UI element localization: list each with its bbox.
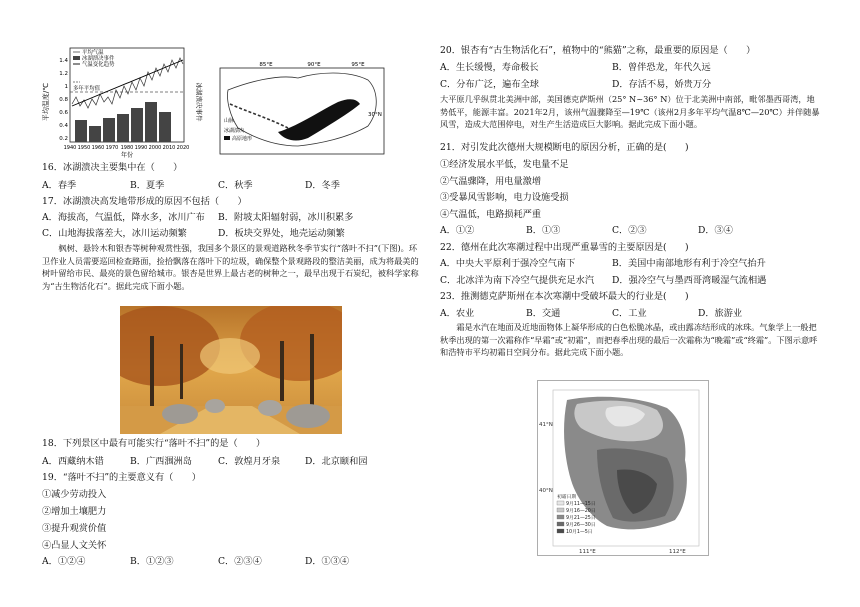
q16-option-c[interactable]: C．秋季 (218, 180, 253, 191)
q19-item: ①减少劳动投入 (42, 489, 107, 500)
q20-option-c[interactable]: C．分布广泛，遍布全球 (440, 79, 539, 90)
chart-xlabel: 年份 (120, 152, 134, 158)
frost-legend-0: 9月11—15日 (566, 502, 596, 507)
q18-option-c[interactable]: C．敦煌月牙泉 (218, 456, 281, 467)
q18-option-b[interactable]: B．广西涠洲岛 (130, 456, 192, 467)
q16-option-d[interactable]: D．冬季 (305, 180, 340, 191)
q22-option-b[interactable]: B．美国中南部地形有利于冷空气抬升 (612, 258, 766, 269)
y-tick: 0.6 (59, 110, 68, 116)
lon-tick: 111°E (579, 549, 596, 555)
x-tick: 1950 (77, 145, 91, 151)
q19-item: ③提升观赏价值 (42, 523, 107, 534)
texas-intro: 大平原几乎纵贯北美洲中部，美国德克萨斯州（25° N~36° N）位于北美洲中南部，毗邻墨西哥湾，地势低平，能源丰富。2021年2月，该州气温骤降至—19℃（该州2月多年平均气温8℃—20℃）并伴随暴风雪，造成大范围停电，对生产生活造成巨大影响。据此完成下面小题。 (440, 94, 820, 129)
frost-intro: 霜是水汽在地面及近地面物体上凝华形成的白色松脆冰晶，或由露冻结形成的冰珠。气象学上一般把秋季出现的第一次霜称作“早霜”或“初霜”，而把春季出现的最后一次霜称为“晚霜”或“终霜”。下图示意呼和浩特市平均初霜日空间分布。据此完成下面小题。 (440, 322, 818, 357)
q16-option-b[interactable]: B．夏季 (130, 180, 165, 191)
q21-option-c[interactable]: C．②③ (612, 225, 647, 236)
y-tick: 1.2 (59, 71, 68, 77)
q23-option-a[interactable]: A．农业 (440, 308, 475, 319)
q22-stem: 22．德州在此次寒潮过程中出现严重暴雪的主要原因是( ) (440, 242, 689, 253)
ginkgo-intro: 枫树、悬铃木和银杏等树种观赏性强，我国多个景区的景观道路秋冬季节实行“落叶不扫”(下图)。环卫作业人员需要巡回检查路面，捡拾飘落在落叶下的垃圾，确保整个景观路段的整洁美丽，成为将最美的树叶留给市民、最亮的景色留给城市。银杏是世界上最古老的树种之一，最早出现于石炭纪，被科学家称为“古生物活化石”。据此完成下面小题。 (42, 243, 419, 291)
frost-map (537, 380, 709, 556)
q17-option-b[interactable]: B．附坡太阳辐射弱，冰川积累多 (218, 212, 354, 223)
x-tick: 1940 (63, 145, 77, 151)
x-tick: 2020 (176, 145, 190, 151)
q21-option-a[interactable]: A．①② (440, 225, 475, 236)
q16-stem: 16．冰湖溃决主要集中在（ ） (42, 162, 183, 173)
x-tick: 1990 (134, 145, 148, 151)
frost-legend-1: 9月16—20日 (566, 509, 596, 514)
lat-tick: 40°N (539, 488, 553, 494)
y-tick: 1 (64, 84, 68, 90)
lon-tick: 112°E (669, 549, 686, 555)
lat-tick: 30°N (368, 112, 382, 118)
q19-item: ②增加土壤肥力 (42, 506, 107, 517)
autumn-leaves-photo (120, 306, 342, 434)
map-legend-0: 山脉 (224, 118, 235, 124)
q17-stem: 17．冰湖溃决高发地带形成的原因不包括（ ） (42, 196, 247, 207)
x-tick: 2000 (148, 145, 162, 151)
lon-tick: 90°E (307, 62, 321, 68)
q18-stem: 18．下列景区中最有可能实行“落叶不扫”的是（ ） (42, 438, 266, 449)
q20-stem: 20．银杏有“古生物活化石”，植物中的“熊猫”之称，最重要的原因是（ ） (440, 45, 756, 56)
glacier-map (218, 60, 388, 156)
frost-legend-2: 9月21—25日 (566, 516, 596, 521)
frost-legend-3: 9月26—30日 (566, 523, 596, 528)
y-tick: 1.4 (59, 58, 68, 64)
q17-option-c[interactable]: C．山地海拔落差大，冰川运动频繁 (42, 228, 187, 239)
chart-legend-3: 多年平均值 (73, 86, 100, 92)
q20-option-d[interactable]: D．存活不易，娇贵万分 (612, 79, 712, 90)
x-tick: 1970 (105, 145, 119, 151)
q22-option-d[interactable]: D．强冷空气与墨西哥湾暖湿气流相遇 (612, 275, 767, 286)
q16-option-a[interactable]: A．春季 (42, 180, 77, 191)
q21-item: ②气温骤降，用电量激增 (440, 176, 542, 187)
q21-stem: 21．对引发此次德州大规模断电的原因分析，正确的是( ) (440, 142, 689, 153)
y-tick: 0.4 (59, 123, 68, 129)
map-legend-1: 冰湖溃决 (224, 128, 245, 134)
q21-option-b[interactable]: B．①③ (526, 225, 561, 236)
q23-option-b[interactable]: B．交通 (526, 308, 561, 319)
q19-stem: 19．“落叶不扫”的主要意义有（ ） (42, 472, 201, 483)
q21-option-d[interactable]: D．③④ (698, 225, 733, 236)
frost-legend-4: 10月1—5日 (566, 530, 593, 535)
frost-legend-title: 初霜日期 (557, 495, 577, 500)
q20-option-a[interactable]: A．生长缓慢，寿命极长 (440, 62, 539, 73)
q17-option-d[interactable]: D．板块交界处，地壳运动频繁 (218, 228, 345, 239)
q19-option-c[interactable]: C．②③④ (218, 556, 262, 567)
q22-option-a[interactable]: A．中央大平原利于强冷空气南下 (440, 258, 576, 269)
x-tick: 1980 (120, 145, 134, 151)
y-tick: 0.2 (59, 136, 68, 142)
chart-legend-0: 平均气温 (82, 50, 104, 56)
y-tick: 0.8 (59, 97, 68, 103)
q19-item: ④凸显人文关怀 (42, 540, 107, 551)
lat-tick: 41°N (539, 422, 553, 428)
temperature-chart (42, 42, 204, 158)
q21-item: ①经济发展水平低，发电量不足 (440, 159, 569, 170)
lon-tick: 95°E (351, 62, 365, 68)
q17-option-a[interactable]: A．海拔高，气温低，降水多，冰川广布 (42, 212, 205, 223)
q21-item: ③受暴风雪影响，电力设施受损 (440, 192, 569, 203)
q19-option-b[interactable]: B．①②③ (130, 556, 174, 567)
chart-ylabel-right: 冰湖溃决事件 (195, 82, 203, 122)
q18-option-d[interactable]: D．北京颐和园 (305, 456, 368, 467)
chart-ylabel: 平均温度/℃ (42, 82, 50, 122)
q20-option-b[interactable]: B．曾伴恐龙，年代久远 (612, 62, 711, 73)
chart-legend-2: 气温变化趋势 (82, 62, 115, 68)
q23-stem: 23．推测德克萨斯州在本次寒潮中受破坏最大的行业是( ) (440, 291, 689, 302)
chart-legend-1: 冰湖溃决事件 (82, 56, 115, 62)
lon-tick: 85°E (259, 62, 273, 68)
q18-option-a[interactable]: A．西藏纳木错 (42, 456, 104, 467)
q19-option-a[interactable]: A．①②④ (42, 556, 86, 567)
q19-option-d[interactable]: D．①③④ (305, 556, 350, 567)
q23-option-d[interactable]: D．旅游业 (698, 308, 743, 319)
map-legend-2: 高原地形 (232, 136, 253, 142)
q23-option-c[interactable]: C．工业 (612, 308, 647, 319)
x-tick: 2010 (162, 145, 176, 151)
q21-item: ④气温低，电路损耗严重 (440, 209, 542, 220)
x-tick: 1960 (91, 145, 105, 151)
q22-option-c[interactable]: C．北冰洋为南下冷空气提供充足水汽 (440, 275, 595, 286)
